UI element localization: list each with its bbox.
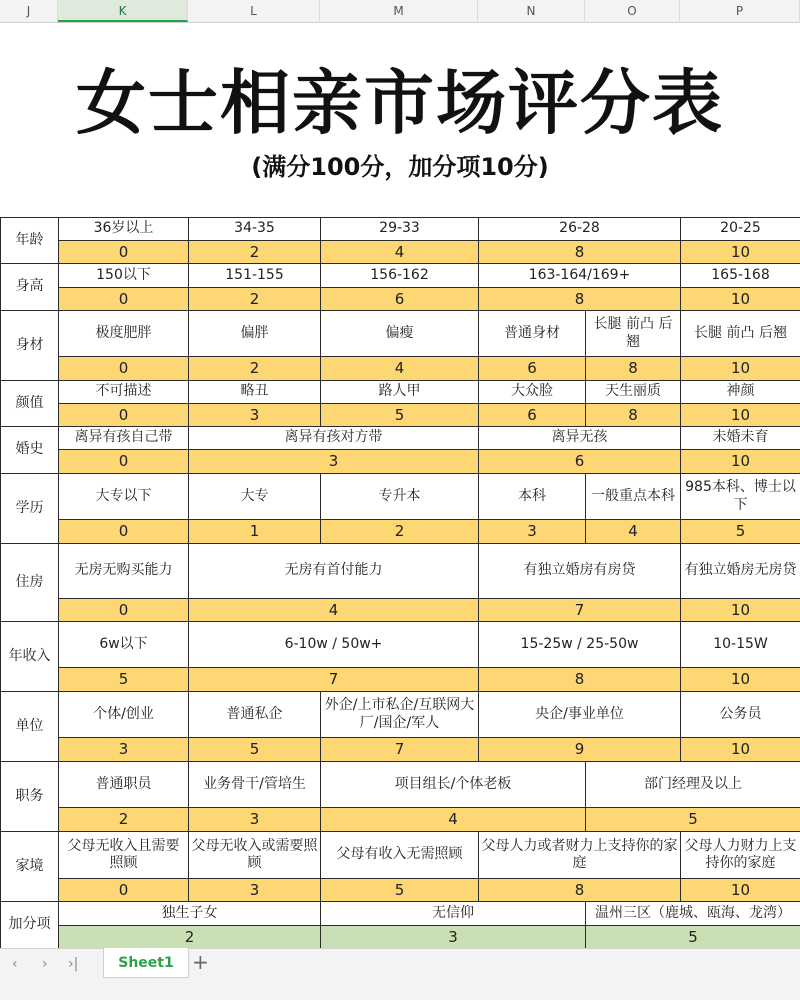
row-label: 身高 [0,263,59,311]
option-cell[interactable]: 6w以下 [58,621,189,668]
score-cell[interactable]: 0 [58,878,189,902]
score-cell[interactable]: 5 [58,667,189,692]
score-cell[interactable]: 3 [58,737,189,762]
score-cell[interactable]: 7 [478,598,681,622]
column-header-l[interactable]: L [188,0,320,22]
score-cell[interactable]: 10 [680,240,800,264]
option-cell[interactable]: 偏胖 [188,310,321,357]
score-cell[interactable]: 6 [478,449,681,474]
option-cell[interactable]: 长腿 前凸 后翘 [680,310,800,357]
score-cell[interactable]: 4 [188,598,479,622]
option-cell[interactable]: 路人甲 [320,380,479,404]
option-cell[interactable]: 长腿 前凸 后翘 [585,310,681,357]
option-cell[interactable]: 26-28 [478,217,681,241]
score-cell[interactable]: 8 [478,878,681,902]
page-subtitle: (满分100分，加分项10分) [251,153,549,181]
row-label: 年龄 [0,217,59,264]
score-cell[interactable]: 2 [320,519,479,544]
option-cell[interactable]: 未婚未育 [680,426,800,450]
option-cell[interactable]: 普通身材 [478,310,586,357]
score-cell[interactable]: 2 [188,356,321,381]
row-label: 年收入 [0,621,59,692]
option-cell[interactable]: 偏瘦 [320,310,479,357]
option-cell[interactable]: 父母有收入无需照顾 [320,831,479,879]
score-cell[interactable]: 10 [680,287,800,311]
score-cell[interactable]: 8 [585,403,681,427]
row-label: 颜值 [0,380,59,427]
score-cell[interactable]: 0 [58,240,189,264]
score-cell[interactable]: 3 [188,403,321,427]
option-cell[interactable]: 父母无收入且需要照顾 [58,831,189,879]
score-cell[interactable]: 1 [188,519,321,544]
option-cell[interactable]: 普通职员 [58,761,189,808]
score-cell[interactable]: 5 [585,925,800,949]
score-cell[interactable]: 9 [478,737,681,762]
option-cell[interactable]: 离异有孩对方带 [188,426,479,450]
score-cell[interactable]: 10 [680,356,800,381]
option-cell[interactable]: 165-168 [680,263,800,288]
column-header-bar [0,0,800,23]
option-cell[interactable]: 有独立婚房无房贷 [680,543,800,599]
score-cell[interactable]: 4 [320,807,586,832]
option-cell[interactable]: 大众脸 [478,380,586,404]
score-cell[interactable]: 10 [680,878,800,902]
option-cell[interactable]: 极度肥胖 [58,310,189,357]
page-title: 女士相亲市场评分表 [76,62,724,144]
option-cell[interactable]: 156-162 [320,263,479,288]
score-cell[interactable]: 0 [58,287,189,311]
option-cell[interactable]: 有独立婚房有房贷 [478,543,681,599]
option-cell[interactable]: 父母无收入或需要照顾 [188,831,321,879]
option-cell[interactable]: 离异无孩 [478,426,681,450]
score-cell[interactable]: 6 [478,356,586,381]
row-label: 学历 [0,473,59,544]
score-cell[interactable]: 10 [680,667,800,692]
option-cell[interactable]: 无房有首付能力 [188,543,479,599]
option-cell[interactable]: 大专 [188,473,321,520]
option-cell[interactable]: 专升本 [320,473,479,520]
column-header-j[interactable]: J [0,0,58,22]
option-cell[interactable]: 央企/事业单位 [478,691,681,738]
option-cell[interactable]: 6-10w / 50w+ [188,621,479,668]
column-header-n[interactable]: N [478,0,585,22]
score-cell[interactable]: 5 [585,807,800,832]
option-cell[interactable]: 20-25 [680,217,800,241]
option-cell[interactable]: 温州三区（鹿城、瓯海、龙湾） [585,901,800,926]
row-label: 住房 [0,543,59,622]
option-cell[interactable]: 父母人力或者财力上支持你的家庭 [478,831,681,879]
row-label: 身材 [0,310,59,381]
option-cell[interactable]: 天生丽质 [585,380,681,404]
score-cell[interactable]: 2 [188,287,321,311]
score-cell[interactable]: 10 [680,449,800,474]
score-cell[interactable]: 3 [188,807,321,832]
prev-sheet-icon[interactable]: ‹ [12,956,18,972]
option-cell[interactable]: 部门经理及以上 [585,761,800,808]
add-sheet-icon[interactable]: + [192,950,209,974]
score-cell[interactable]: 8 [478,667,681,692]
score-cell[interactable]: 3 [478,519,586,544]
score-cell[interactable]: 10 [680,598,800,622]
option-cell[interactable]: 离异有孩自己带 [58,426,189,450]
score-cell[interactable]: 5 [320,403,479,427]
option-cell[interactable]: 本科 [478,473,586,520]
option-cell[interactable]: 无信仰 [320,901,586,926]
score-cell[interactable]: 6 [478,403,586,427]
score-cell[interactable]: 4 [585,519,681,544]
next-sheet-icon[interactable]: › [42,956,48,972]
score-cell[interactable]: 0 [58,598,189,622]
row-label: 婚史 [0,426,59,474]
row-label: 单位 [0,691,59,762]
score-cell[interactable]: 10 [680,737,800,762]
option-cell[interactable]: 15-25w / 25-50w [478,621,681,668]
score-cell[interactable]: 2 [58,807,189,832]
score-cell[interactable]: 0 [58,356,189,381]
option-cell[interactable]: 公务员 [680,691,800,738]
option-cell[interactable]: 151-155 [188,263,321,288]
score-cell[interactable]: 5 [188,737,321,762]
option-cell[interactable]: 无房无购买能力 [58,543,189,599]
option-cell[interactable]: 父母人力财力上支持你的家庭 [680,831,800,879]
column-header-k[interactable]: K [58,0,188,22]
option-cell[interactable]: 略丑 [188,380,321,404]
column-header-p[interactable]: P [680,0,800,22]
score-cell[interactable]: 10 [680,403,800,427]
column-header-m[interactable]: M [320,0,478,22]
row-label: 加分项 [0,901,59,949]
option-cell[interactable]: 外企/上市私企/互联网大厂/国企/军人 [320,691,479,738]
option-cell[interactable]: 神颜 [680,380,800,404]
option-cell[interactable]: 150以下 [58,263,189,288]
option-cell[interactable]: 34-35 [188,217,321,241]
score-cell[interactable]: 8 [478,240,681,264]
score-cell[interactable]: 7 [188,667,479,692]
score-cell[interactable]: 7 [320,737,479,762]
option-cell[interactable]: 不可描述 [58,380,189,404]
score-cell[interactable]: 5 [680,519,800,544]
score-cell[interactable]: 6 [320,287,479,311]
column-header-o[interactable]: O [585,0,680,22]
sheet-tab-sheet1[interactable]: Sheet1 [103,948,189,978]
option-cell[interactable]: 项目组长/个体老板 [320,761,586,808]
score-cell[interactable]: 2 [188,240,321,264]
score-cell[interactable]: 3 [320,925,586,949]
option-cell[interactable]: 36岁以上 [58,217,189,241]
option-cell[interactable]: 一般重点本科 [585,473,681,520]
option-cell[interactable]: 985本科、博士以下 [680,473,800,520]
option-cell[interactable]: 29-33 [320,217,479,241]
option-cell[interactable]: 普通私企 [188,691,321,738]
row-label: 家境 [0,831,59,902]
row-label: 职务 [0,761,59,832]
score-cell[interactable]: 3 [188,449,479,474]
score-cell[interactable]: 0 [58,519,189,544]
option-cell[interactable]: 大专以下 [58,473,189,520]
option-cell[interactable]: 10-15W [680,621,800,668]
score-cell[interactable]: 3 [188,878,321,902]
score-cell[interactable]: 4 [320,240,479,264]
score-cell[interactable]: 0 [58,449,189,474]
option-cell[interactable]: 163-164/169+ [478,263,681,288]
score-cell[interactable]: 0 [58,403,189,427]
score-cell[interactable]: 8 [585,356,681,381]
score-cell[interactable]: 4 [320,356,479,381]
score-cell[interactable]: 8 [478,287,681,311]
score-cell[interactable]: 5 [320,878,479,902]
score-cell[interactable]: 2 [58,925,321,949]
option-cell[interactable]: 业务骨干/管培生 [188,761,321,808]
option-cell[interactable]: 个体/创业 [58,691,189,738]
last-sheet-icon[interactable]: ›| [68,956,79,972]
option-cell[interactable]: 独生子女 [58,901,321,926]
